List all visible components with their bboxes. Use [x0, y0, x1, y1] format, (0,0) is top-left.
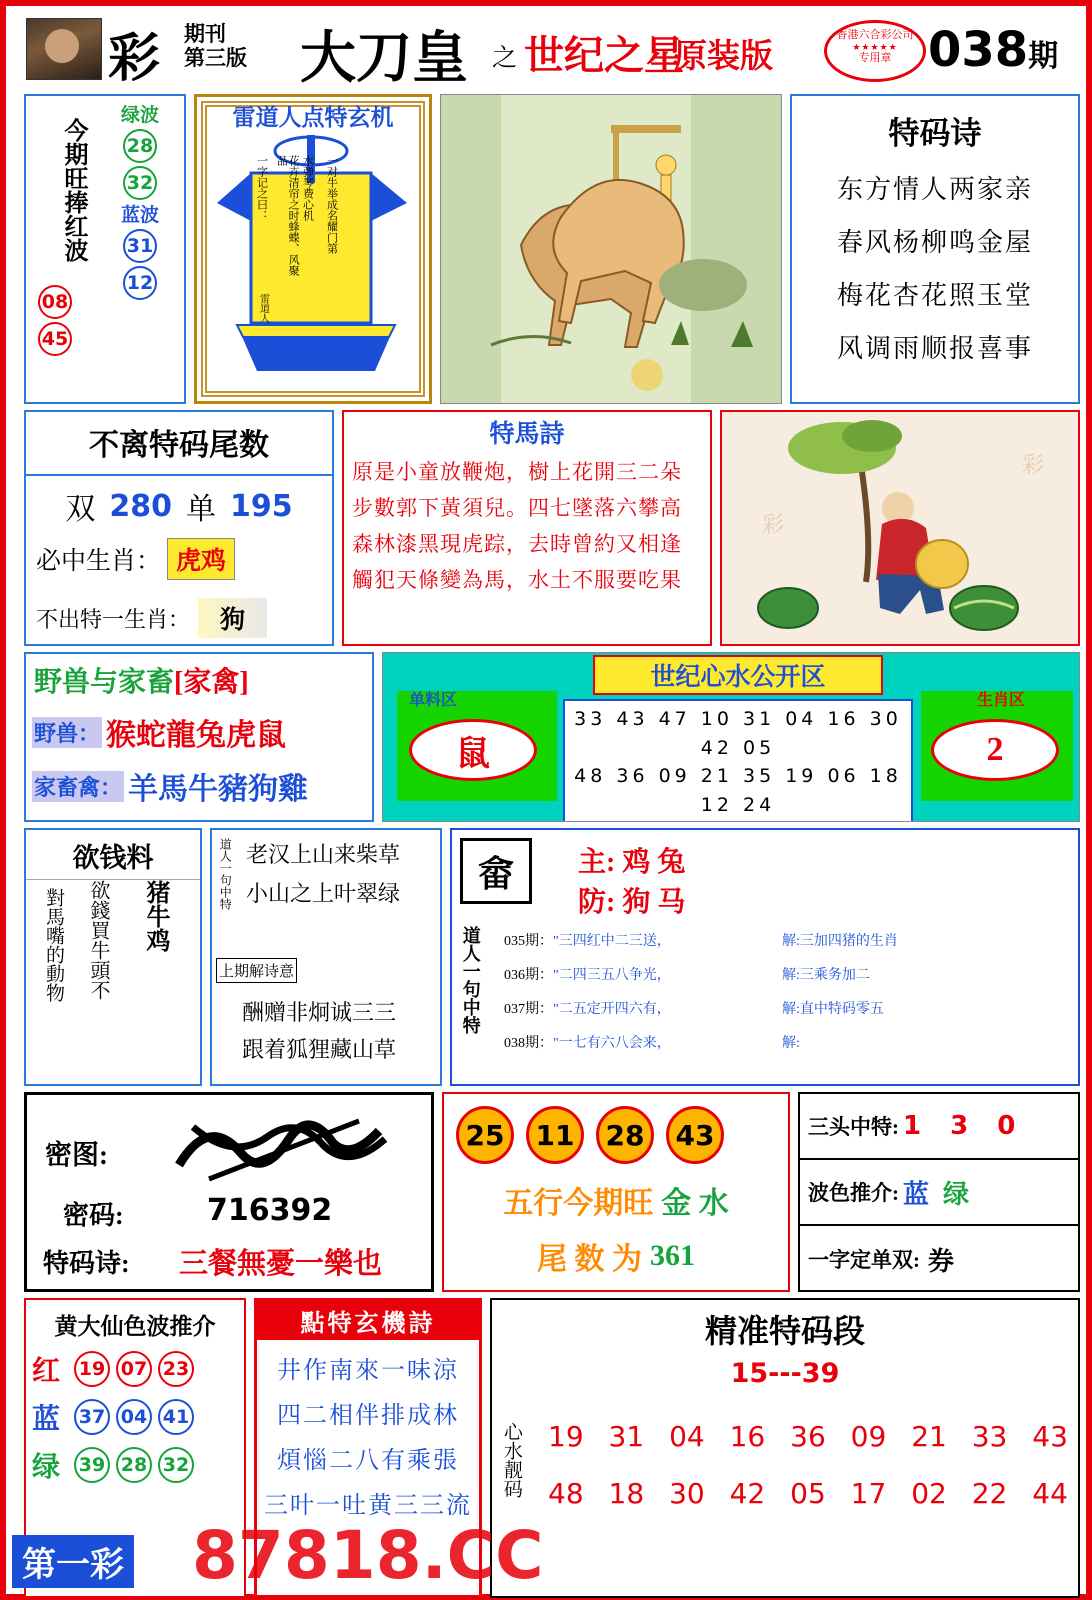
wave-color-blue: 蓝 [903, 1179, 930, 1209]
history-row [504, 998, 671, 1018]
precise-number: 16 [729, 1420, 766, 1453]
precise-number: 36 [790, 1420, 826, 1453]
precise-number: 17 [850, 1477, 887, 1510]
ship-signature: 雷道人 [257, 293, 269, 323]
precise-number: 31 [608, 1420, 645, 1453]
row-one [24, 94, 1080, 404]
precise-number: 04 [669, 1420, 705, 1453]
tips-number-grid [563, 699, 913, 822]
secret-poem-value: 三餐無憂一樂也 [179, 1248, 383, 1280]
main-pick-row [578, 840, 685, 880]
dianteyuji-box [254, 1298, 482, 1598]
blue-wave-label: 蓝波 [120, 204, 159, 226]
history-row [504, 1032, 671, 1052]
wuxing-row [444, 1178, 788, 1222]
zodiac-square: 畲 [460, 838, 532, 904]
huang-ball: 19 [74, 1351, 110, 1387]
wave-right-column [100, 106, 180, 303]
huangdaxian-box [24, 1298, 246, 1598]
red-ball: 08 [38, 285, 72, 319]
precise-number: 19 [548, 1420, 584, 1453]
header-star: 世纪之星 [524, 33, 684, 79]
livestock-values: 羊馬牛豬狗雞 [128, 773, 309, 806]
huang-row-label: 绿 [32, 1452, 61, 1483]
one-word-label: 一字定单双: [808, 1248, 920, 1272]
issue-unit: 期 [1028, 39, 1059, 74]
secret-picture-box [24, 1092, 434, 1292]
secret-code-value: 716392 [207, 1193, 333, 1228]
precise-number-row [548, 1420, 1068, 1453]
author-portrait [26, 18, 102, 80]
precise-number: 22 [971, 1477, 1008, 1510]
tail-label: 尾 数 为 [537, 1243, 642, 1276]
wave-left-text: 今期旺捧红波 [60, 118, 86, 262]
livestock-tag: 家畜禽： [32, 771, 124, 802]
money-tip-col-mid: 欲錢買牛頭不 [87, 880, 109, 1000]
must-hit-label: 必中生肖： [36, 548, 162, 575]
history-issue: 038期： [504, 1036, 553, 1051]
green-ball: 28 [123, 129, 157, 163]
precise-number: 02 [911, 1477, 947, 1510]
history-answer: 解: [782, 1036, 800, 1051]
lucky-balls-box [442, 1092, 790, 1292]
wave-color-green: 绿 [943, 1179, 970, 1209]
svg-text:彩: 彩 [762, 512, 785, 537]
precise-number: 30 [669, 1477, 705, 1510]
secret-poem-label: 特码诗: [43, 1249, 130, 1278]
precise-number-row [548, 1477, 1068, 1510]
public-tips-title: 世纪心水公开区 [593, 655, 883, 695]
precise-range-title: 精准特码段 [704, 1313, 865, 1349]
ship-illustration-box [194, 94, 432, 404]
header-cai: 彩 [108, 29, 161, 89]
history-text: "三四红中二三送， [553, 934, 671, 949]
history-answer: 解:三乘务加二 [782, 968, 870, 983]
huang-ball: 32 [158, 1447, 194, 1483]
guard-pick-label: 防: [578, 887, 616, 918]
horse-poem-line: 森林漆黑現虎踪，去時曾約又相逢 [352, 532, 682, 556]
precise-number: 09 [850, 1420, 887, 1453]
must-hit-zodiac-row [36, 538, 332, 580]
public-tips-box [382, 652, 1080, 822]
ship-col-2: 花卉清帘之时蜂蝶、风聚品 [275, 155, 300, 276]
wave-color-label: 波色推介: [808, 1181, 899, 1205]
old-man-mark: 上期解诗意 [216, 958, 297, 983]
man-with-melon-icon [722, 412, 1078, 644]
issue-number [928, 22, 1058, 78]
main-guard-box [450, 828, 1080, 1086]
beast-livestock-box [24, 652, 374, 822]
header-original-edition: 原装版 [674, 39, 773, 75]
history-row [504, 964, 671, 984]
huang-ball: 04 [116, 1399, 152, 1435]
huang-ball: 37 [74, 1399, 110, 1435]
lucky-ball: 25 [456, 1106, 514, 1164]
lucky-ball: 11 [526, 1106, 584, 1164]
seal-bottom-text: 专用章 [858, 51, 892, 64]
wuxing-value: 金 水 [661, 1187, 729, 1220]
precise-number: 33 [971, 1420, 1008, 1453]
guard-pick-value: 狗 马 [622, 887, 686, 918]
precise-number-grid [548, 1420, 1068, 1534]
tail-row [444, 1234, 788, 1278]
daoren-side-text: 道人一句中特 [460, 926, 481, 1034]
excluded-label: 不出特一生肖： [36, 606, 191, 632]
ship-title: 雷道人点特玄机 [232, 105, 394, 130]
head-pick-label: 三头中特: [808, 1115, 899, 1139]
old-man-poem-box [210, 828, 442, 1086]
tips-grid-row: 33 43 47 10 31 04 16 30 42 05 [574, 708, 902, 759]
must-hit-value: 虎鸡 [167, 538, 235, 580]
right-burst-label: 生肖区 [977, 692, 1026, 709]
huang-ball: 23 [158, 1351, 194, 1387]
even-label: 双 [65, 493, 96, 526]
old-man-badge: 道人一句中特 [218, 838, 233, 910]
money-tip-box [24, 828, 202, 1086]
beast-title [34, 660, 372, 700]
page-header [12, 12, 1086, 90]
beast-tag: 野兽： [32, 717, 102, 748]
history-issue: 036期： [504, 968, 553, 983]
excluded-zodiac-row [36, 598, 332, 638]
seal-top-text: 香港六合彩公司 [836, 29, 914, 41]
tail-value: 361 [650, 1239, 695, 1272]
figure-illustration [720, 410, 1080, 646]
old-man-line: 酬赠非炯诚三三 [242, 1000, 397, 1025]
tail-number-box [24, 410, 334, 646]
ship-col-3: 水弹琴费心机 [301, 155, 314, 221]
huang-row-label: 蓝 [32, 1404, 61, 1435]
row-six [24, 1298, 1080, 1598]
lucky-balls-row [456, 1106, 724, 1164]
green-ball: 32 [123, 166, 157, 200]
precise-number: 48 [548, 1477, 584, 1510]
precise-range-box [490, 1298, 1080, 1598]
green-wave-label: 绿波 [120, 105, 159, 126]
tema-poem-line: 梅花杏花照玉堂 [836, 281, 1033, 310]
history-issue: 035期： [504, 934, 553, 949]
wave-color-row [800, 1160, 1078, 1226]
livestock-row [32, 764, 372, 808]
header-qikan [184, 22, 247, 70]
old-man-line: 老汉上山来柴草 [246, 842, 401, 867]
huangdaxian-row [32, 1349, 244, 1389]
tema-poem-title: 特码诗 [888, 116, 982, 151]
header-brand: 大刀皇 [300, 26, 468, 91]
precise-number: 44 [1032, 1477, 1068, 1510]
head-pick-row [800, 1094, 1078, 1160]
secret-scribble-icon [169, 1105, 409, 1189]
left-burst-label: 单料区 [409, 692, 458, 709]
tips-grid-row: 48 36 09 21 35 19 06 18 12 24 [574, 765, 902, 816]
ship-col-1: 一字记之曰： [255, 155, 268, 221]
red-ball-group [38, 282, 72, 359]
precise-number: 42 [729, 1477, 766, 1510]
huangdaxian-row [32, 1397, 244, 1437]
precise-range-value: 15---39 [730, 1358, 840, 1389]
history-row [504, 930, 671, 950]
money-tip-title: 欲钱料 [26, 836, 200, 880]
issue-number-value: 038 [928, 22, 1029, 78]
watermark-text: 87818.CC [192, 1517, 544, 1594]
wave-color-box [24, 94, 186, 404]
history-answer: 解:三加四猪的生肖 [782, 934, 898, 949]
precise-number: 43 [1032, 1420, 1068, 1453]
lucky-ball: 28 [596, 1106, 654, 1164]
tema-poem-line: 东方情人两家亲 [836, 175, 1033, 204]
history-text: "一七有六八会来， [553, 1036, 671, 1051]
huang-ball: 07 [116, 1351, 152, 1387]
tema-poem-line: 春风杨柳鸣金屋 [836, 228, 1033, 257]
wuxing-label: 五行今期旺 [503, 1187, 654, 1220]
huang-ball: 41 [158, 1399, 194, 1435]
blue-ball: 12 [123, 266, 157, 300]
main-pick-label: 主: [578, 847, 616, 878]
secret-picture-label: 密图: [45, 1140, 108, 1170]
beast-row [32, 710, 372, 754]
dianteyuji-title: 點特玄機詩 [257, 1301, 479, 1340]
tema-poem-box [790, 94, 1080, 404]
blue-ball: 31 [123, 229, 157, 263]
history-issue: 037期： [504, 1002, 553, 1017]
huang-ball: 39 [74, 1447, 110, 1483]
money-tip-col-left: 對馬嘴的動物 [43, 888, 64, 1002]
even-value: 280 [109, 488, 172, 524]
one-word-row [800, 1226, 1078, 1292]
row-two [24, 410, 1080, 646]
beast-values: 猴蛇龍兔虎鼠 [106, 719, 287, 752]
row-four [24, 828, 1080, 1086]
right-oval-value: 2 [931, 719, 1059, 781]
beast-title-sub: [家禽] [174, 667, 249, 698]
horse-poem-line: 原是小童放鞭炮，樹上花開三二朵 [352, 460, 682, 484]
head-pick-value: 1 3 0 [903, 1111, 1026, 1141]
right-summary-box [798, 1092, 1080, 1292]
precise-number: 05 [790, 1477, 826, 1510]
dianteyuji-line: 煩惱二八有乘張 [277, 1448, 459, 1474]
dianteyuji-line: 三叶一吐黄三三流 [264, 1493, 472, 1519]
old-man-line: 跟着狐狸藏山草 [242, 1037, 397, 1062]
red-ball: 45 [38, 322, 72, 356]
header-zhi: 之 [492, 45, 518, 72]
odd-value: 195 [230, 488, 293, 524]
horse-poem-title: 特馬詩 [489, 421, 565, 448]
huang-ball: 28 [116, 1447, 152, 1483]
history-text: "二四三五八争光， [553, 968, 671, 983]
row-three [24, 652, 1080, 822]
two-horses-icon [441, 95, 782, 404]
guard-pick-row [578, 880, 685, 920]
company-seal [824, 20, 926, 82]
header-qikan-label: 期刊 [184, 22, 226, 46]
history-text: "二五定开四六有， [553, 1002, 671, 1017]
huangdaxian-row [32, 1445, 244, 1485]
dianteyuji-line: 四二相伴排成林 [277, 1403, 459, 1429]
one-word-value: 券 [928, 1246, 955, 1276]
seal-stars: ★★★★★ [852, 41, 898, 52]
beast-title-main: 野兽与家畜 [34, 667, 175, 698]
horses-illustration [440, 94, 782, 404]
precise-number: 21 [911, 1420, 947, 1453]
tema-poem-line: 风调雨顺报喜事 [836, 334, 1033, 363]
secret-code-label: 密码: [63, 1201, 124, 1230]
watermark-badge: 第一彩 [12, 1535, 134, 1588]
horse-poem-box [342, 410, 712, 646]
precise-number: 18 [608, 1477, 645, 1510]
dianteyuji-line: 井作南來一味涼 [277, 1358, 459, 1384]
excluded-value: 狗 [198, 598, 267, 638]
svg-text:彩: 彩 [1022, 452, 1045, 477]
precise-side-label: 心水靓码 [500, 1422, 522, 1498]
header-banci-label: 第三版 [184, 46, 247, 71]
left-oval-value: 鼠 [409, 719, 537, 781]
sailing-ship-icon [207, 125, 425, 395]
tail-number-title: 不离特码尾数 [89, 429, 269, 462]
huang-row-label: 红 [32, 1356, 61, 1387]
old-man-line: 小山之上叶翠绿 [246, 881, 401, 906]
row-five [24, 1092, 1080, 1292]
odd-label: 单 [186, 493, 216, 526]
ship-col-4: 一对牛举成名耀门第 [325, 155, 338, 254]
horse-poem-line: 步數郭下黃須兒。四七墜落六攀高 [352, 496, 682, 520]
main-pick-value: 鸡 兔 [622, 847, 686, 878]
history-answer: 解:直中特码零五 [782, 1002, 884, 1017]
odd-even-row [26, 474, 332, 528]
huangdaxian-title: 黄大仙色波推介 [54, 1314, 216, 1339]
money-tip-col-right: 猪牛鸡 [142, 880, 168, 952]
lucky-ball: 43 [666, 1106, 724, 1164]
horse-poem-line: 觸犯天條變為馬，水土不服要吃果 [352, 568, 682, 592]
